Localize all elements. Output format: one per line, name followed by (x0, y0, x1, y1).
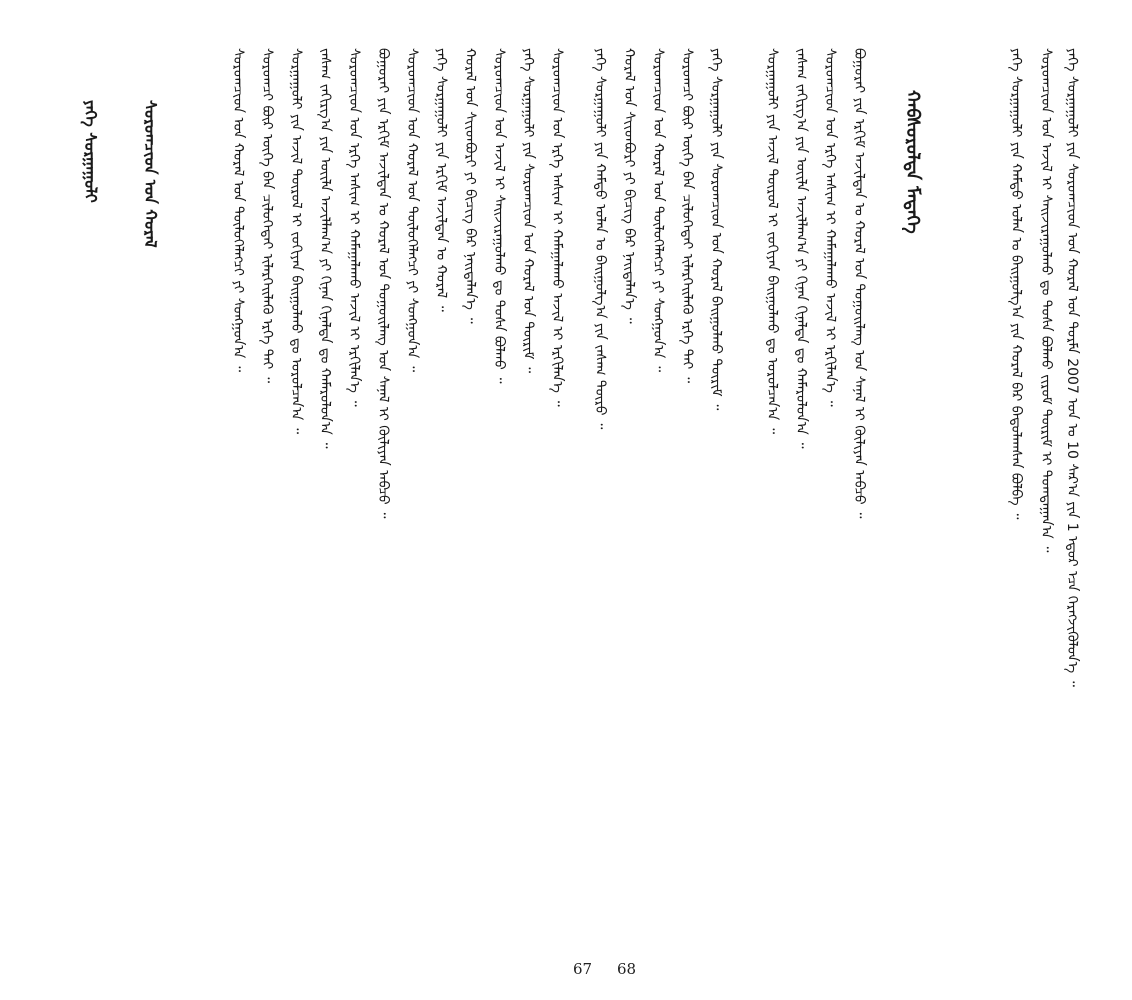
page-number-left: 67 (573, 960, 593, 978)
body-column-8 (619, 48, 639, 948)
body-column-9 (590, 48, 610, 948)
body-column-5 (706, 48, 726, 948)
body-column-20 (257, 48, 277, 948)
body-column-16 (373, 48, 393, 948)
footer-text-2: ᠶᠡᠬᠡ ᠰᠤᠷᠭᠠᠭᠤᠯᠢ (81, 100, 100, 203)
body-text-7: ᠰᠤᠷᠤᠭᠴᠢᠳ ᠤᠨ ᠬᠤᠷᠠᠯ ᠤᠨ ᠲᠥᠯᠦᠭᠡᠯᠡᠭᠴᠢ ᠶᠢ ᠰᠣᠩᠭᠣᠨ᠎ᠠ ᠃ (650, 48, 666, 372)
body-column-10 (547, 48, 567, 948)
body-column-2 (820, 48, 840, 948)
intro-text-2: ᠰᠤᠷᠤᠭᠴᠢᠳ ᠤᠨ ᠠᠵᠢᠯ ᠢ ᠰᠠᠢᠵᠢᠷᠠᠭᠤᠯᠬᠤ ᠳᠤ ᠲᠤᠰᠠ ᠪᠣᠯᠬᠤ ᠵᠢᠷᠤᠮ ᠳᠦᠷᠢᠮ ᠢ ᠲᠣᠭᠲᠠᠭᠠᠨ᠎ᠠ ᠃ (1038, 48, 1054, 553)
body-text-8: ᠬᠤᠷᠠᠯ ᠤᠨ ᠰᠢᠢᠳᠪᠦᠷᠢ ᠶᠢ ᠪᠢᠴᠢᠭ ᠪᠡᠷ ᠨᠡᠢᠲᠡᠯᠡᠨ᠎ᠡ ᠃ (621, 48, 637, 324)
body-text-1: ᠪᠣᠭᠣᠷᠠᠢ ᠶᠢᠨ ᠡᠷᠬᠢᠮ ᠠᠵᠢᠯᠲᠠᠨ ᠤ ᠬᠤᠷᠠᠯ ᠤᠨ ᠳᠤᠭᠤᠢᠯᠠᠩ ᠤᠨ ᠰᠠᠨᠠᠯ ᠢ ᠬᠦᠯᠢᠶᠡᠨ ᠠᠪᠴᠤ ᠃ (851, 48, 867, 519)
intro-column-2 (1036, 48, 1056, 948)
body-column-14 (431, 48, 451, 948)
body-column-7 (648, 48, 668, 948)
intro-column-1 (1062, 48, 1082, 948)
body-text-13: ᠬᠤᠷᠠᠯ ᠤᠨ ᠰᠢᠢᠳᠪᠦᠷᠢ ᠶᠢ ᠪᠢᠴᠢᠭ ᠪᠡᠷ ᠨᠡᠢᠲᠡᠯᠡᠨ᠎ᠡ ᠃ (462, 48, 478, 324)
body-text-20: ᠰᠤᠷᠤᠭᠴᠢ ᠪᠦᠷ ᠦᠭᠡ ᠪᠡᠨ ᠴᠢᠯᠦᠭᠡᠲᠡᠢ ᠢᠯᠡᠷᠬᠡᠢᠯᠡᠬᠦ ᠡᠷᠬᠡ ᠲᠡᠢ ᠃ (259, 48, 275, 383)
body-column-6 (677, 48, 697, 948)
body-column-17 (344, 48, 364, 948)
body-text-4: ᠰᠤᠷᠭᠠᠭᠤᠯᠢ ᠶᠢᠨ ᠠᠵᠢᠯ ᠲᠥᠷᠦᠯ ᠢ ᠵᠣᠬᠢᠶᠠᠨ ᠪᠠᠢᠭᠤᠯᠬᠤ ᠳᠤ ᠣᠷᠤᠯᠴᠠᠨ᠎ᠠ ᠃ (764, 48, 780, 434)
body-column-15 (402, 48, 422, 948)
body-column-18 (315, 48, 335, 948)
page-number-right: 68 (617, 960, 637, 978)
body-text-2: ᠰᠤᠷᠤᠭᠴᠢᠳ ᠤᠨ ᠡᠷᠬᠡ ᠠᠰᠢᠭ ᠢ ᠬᠠᠮᠠᠭᠠᠯᠠᠬᠤ ᠠᠵᠢᠯ ᠢ ᠡᠷᠬᠢᠯᠡᠨ᠎ᠡ ᠃ (822, 48, 838, 407)
body-text-14: ᠶᠡᠬᠡ ᠰᠤᠷᠭᠠᠭᠤᠯᠢ ᠶᠢᠨ ᠡᠷᠬᠢᠮ ᠠᠵᠢᠯᠲᠠᠨ ᠤ ᠬᠤᠷᠠᠯ ᠃ (433, 48, 449, 312)
footer-text-1: ᠰᠤᠷᠤᠭᠴᠢᠳ ᠤᠨ ᠬᠤᠷᠠᠯ (141, 100, 160, 248)
body-text-18: ᠵᠠᠰᠠᠭ ᠵᠠᠬᠢᠷᠭ᠎ᠠ ᠶᠢᠨ ᠦᠢᠯᠡ ᠠᠵᠢᠯᠯᠠᠭ᠎ᠠ ᠶᠢ ᠬᠢᠨᠠᠨ ᠬᠢᠨᠠᠯᠲᠠ ᠳᠤ ᠬᠠᠮᠠᠷᠤᠯᠤᠨ᠎ᠠ ᠃ (317, 48, 333, 449)
body-column-13 (460, 48, 480, 948)
intro-text-3: ᠶᠡᠬᠡ ᠰᠤᠷᠭᠠᠭᠤᠯᠢ ᠶᠢᠨ ᠬᠠᠮᠲᠤ ᠣᠯᠠᠨ ᠤ ᠪᠠᠢᠭᠤᠯᠭ᠎ᠠ ᠶᠢᠨ ᠬᠤᠷᠠᠯ ᠪᠡᠷ ᠪᠠᠲᠤᠯᠠᠭᠰᠠᠨ ᠪᠣᠯᠪᠠ ᠃ (1008, 48, 1024, 520)
body-column-1 (849, 48, 869, 948)
body-text-11: ᠶᠡᠬᠡ ᠰᠤᠷᠭᠠᠭᠤᠯᠢ ᠶᠢᠨ ᠰᠤᠷᠤᠭᠴᠢᠳ ᠤᠨ ᠬᠤᠷᠠᠯ ᠤᠨ ᠳᠦᠷᠢᠮ ᠃ (520, 48, 536, 374)
section-title-column (902, 90, 928, 410)
intro-text-1: ᠶᠡᠬᠡ ᠰᠤᠷᠭᠠᠭᠤᠯᠢ ᠶᠢᠨ ᠰᠤᠷᠤᠭᠴᠢᠳ ᠤᠨ ᠬᠤᠷᠠᠯ ᠤᠨ ᠳᠤᠷᠮᠠ 2007 ᠣᠨ ᠤ 10 ᠰᠠᠷ᠎ᠠ ᠶᠢᠨ 1 ᠡᠳᠦᠷ ᠡᠴᠡ ᠬᠡᠷᠡᠭᠵᠢᠭᠦᠯᠦᠨ᠎ᠡ ᠃ (1064, 48, 1080, 687)
body-column-3 (791, 48, 811, 948)
body-text-12: ᠰᠤᠷᠤᠭᠴᠢᠳ ᠤᠨ ᠠᠵᠢᠯ ᠢ ᠰᠠᠢᠵᠢᠷᠠᠭᠤᠯᠬᠤ ᠳᠤ ᠲᠤᠰᠠ ᠪᠣᠯᠬᠤ ᠃ (491, 48, 507, 384)
body-text-6: ᠰᠤᠷᠤᠭᠴᠢ ᠪᠦᠷ ᠦᠭᠡ ᠪᠡᠨ ᠴᠢᠯᠦᠭᠡᠲᠡᠢ ᠢᠯᠡᠷᠬᠡᠢᠯᠡᠬᠦ ᠡᠷᠬᠡ ᠲᠡᠢ ᠃ (679, 48, 695, 383)
intro-column-3 (1006, 48, 1026, 948)
body-column-21 (228, 48, 248, 948)
body-column-19 (286, 48, 306, 948)
body-text-5: ᠶᠡᠬᠡ ᠰᠤᠷᠭᠠᠭᠤᠯᠢ ᠶᠢᠨ ᠰᠤᠷᠤᠭᠴᠢᠳ ᠤᠨ ᠬᠤᠷᠠᠯ ᠪᠠᠢᠭᠤᠯᠬᠤ ᠳᠦᠷᠢᠮ ᠃ (708, 48, 724, 411)
body-column-12 (489, 48, 509, 948)
body-column-4 (762, 48, 782, 948)
footer-column-2 (80, 100, 104, 420)
body-text-9: ᠶᠡᠬᠡ ᠰᠤᠷᠭᠠᠭᠤᠯᠢ ᠶᠢᠨ ᠬᠠᠮᠲᠤ ᠣᠯᠠᠨ ᠤ ᠪᠠᠢᠭᠤᠯᠭ᠎ᠠ ᠶᠢᠨ ᠵᠠᠰᠠᠭ ᠲᠥᠷᠦ ᠃ (592, 48, 608, 430)
body-text-21: ᠰᠤᠷᠤᠭᠴᠢᠳ ᠤᠨ ᠬᠤᠷᠠᠯ ᠤᠨ ᠲᠥᠯᠦᠭᠡᠯᠡᠭᠴᠢ ᠶᠢ ᠰᠣᠩᠭᠣᠨ᠎ᠠ ᠃ (230, 48, 246, 372)
body-text-16: ᠪᠣᠭᠣᠷᠠᠢ ᠶᠢᠨ ᠡᠷᠬᠢᠮ ᠠᠵᠢᠯᠲᠠᠨ ᠤ ᠬᠤᠷᠠᠯ ᠤᠨ ᠳᠤᠭᠤᠢᠯᠠᠩ ᠤᠨ ᠰᠠᠨᠠᠯ ᠢ ᠬᠦᠯᠢᠶᠡᠨ ᠠᠪᠴᠤ ᠃ (375, 48, 391, 519)
body-text-15: ᠰᠤᠷᠤᠭᠴᠢᠳ ᠤᠨ ᠬᠤᠷᠠᠯ ᠤᠨ ᠲᠥᠯᠦᠭᠡᠯᠡᠭᠴᠢ ᠶᠢ ᠰᠣᠩᠭᠣᠨ᠎ᠠ ᠃ (404, 48, 420, 372)
body-text-3: ᠵᠠᠰᠠᠭ ᠵᠠᠬᠢᠷᠭ᠎ᠠ ᠶᠢᠨ ᠦᠢᠯᠡ ᠠᠵᠢᠯᠯᠠᠭ᠎ᠠ ᠶᠢ ᠬᠢᠨᠠᠨ ᠬᠢᠨᠠᠯᠲᠠ ᠳᠤ ᠬᠠᠮᠠᠷᠤᠯᠤᠨ᠎ᠠ ᠃ (793, 48, 809, 449)
body-text-19: ᠰᠤᠷᠭᠠᠭᠤᠯᠢ ᠶᠢᠨ ᠠᠵᠢᠯ ᠲᠥᠷᠦᠯ ᠢ ᠵᠣᠬᠢᠶᠠᠨ ᠪᠠᠢᠭᠤᠯᠬᠤ ᠳᠤ ᠣᠷᠤᠯᠴᠠᠨ᠎ᠠ ᠃ (288, 48, 304, 434)
section-title: ᠬᠠᠪᠰᠤᠷᠤᠯᠲᠠ ᠮᠡᠳᠡᠭᠡ (902, 90, 923, 234)
body-text-17: ᠰᠤᠷᠤᠭᠴᠢᠳ ᠤᠨ ᠡᠷᠬᠡ ᠠᠰᠢᠭ ᠢ ᠬᠠᠮᠠᠭᠠᠯᠠᠬᠤ ᠠᠵᠢᠯ ᠢ ᠡᠷᠬᠢᠯᠡᠨ᠎ᠡ ᠃ (346, 48, 362, 407)
body-text-10: ᠰᠤᠷᠤᠭᠴᠢᠳ ᠤᠨ ᠡᠷᠬᠡ ᠠᠰᠢᠭ ᠢ ᠬᠠᠮᠠᠭᠠᠯᠠᠬᠤ ᠠᠵᠢᠯ ᠢ ᠡᠷᠬᠢᠯᠡᠨ᠎ᠡ ᠃ (549, 48, 565, 407)
body-column-11 (518, 48, 538, 948)
footer-column-1 (140, 100, 164, 420)
